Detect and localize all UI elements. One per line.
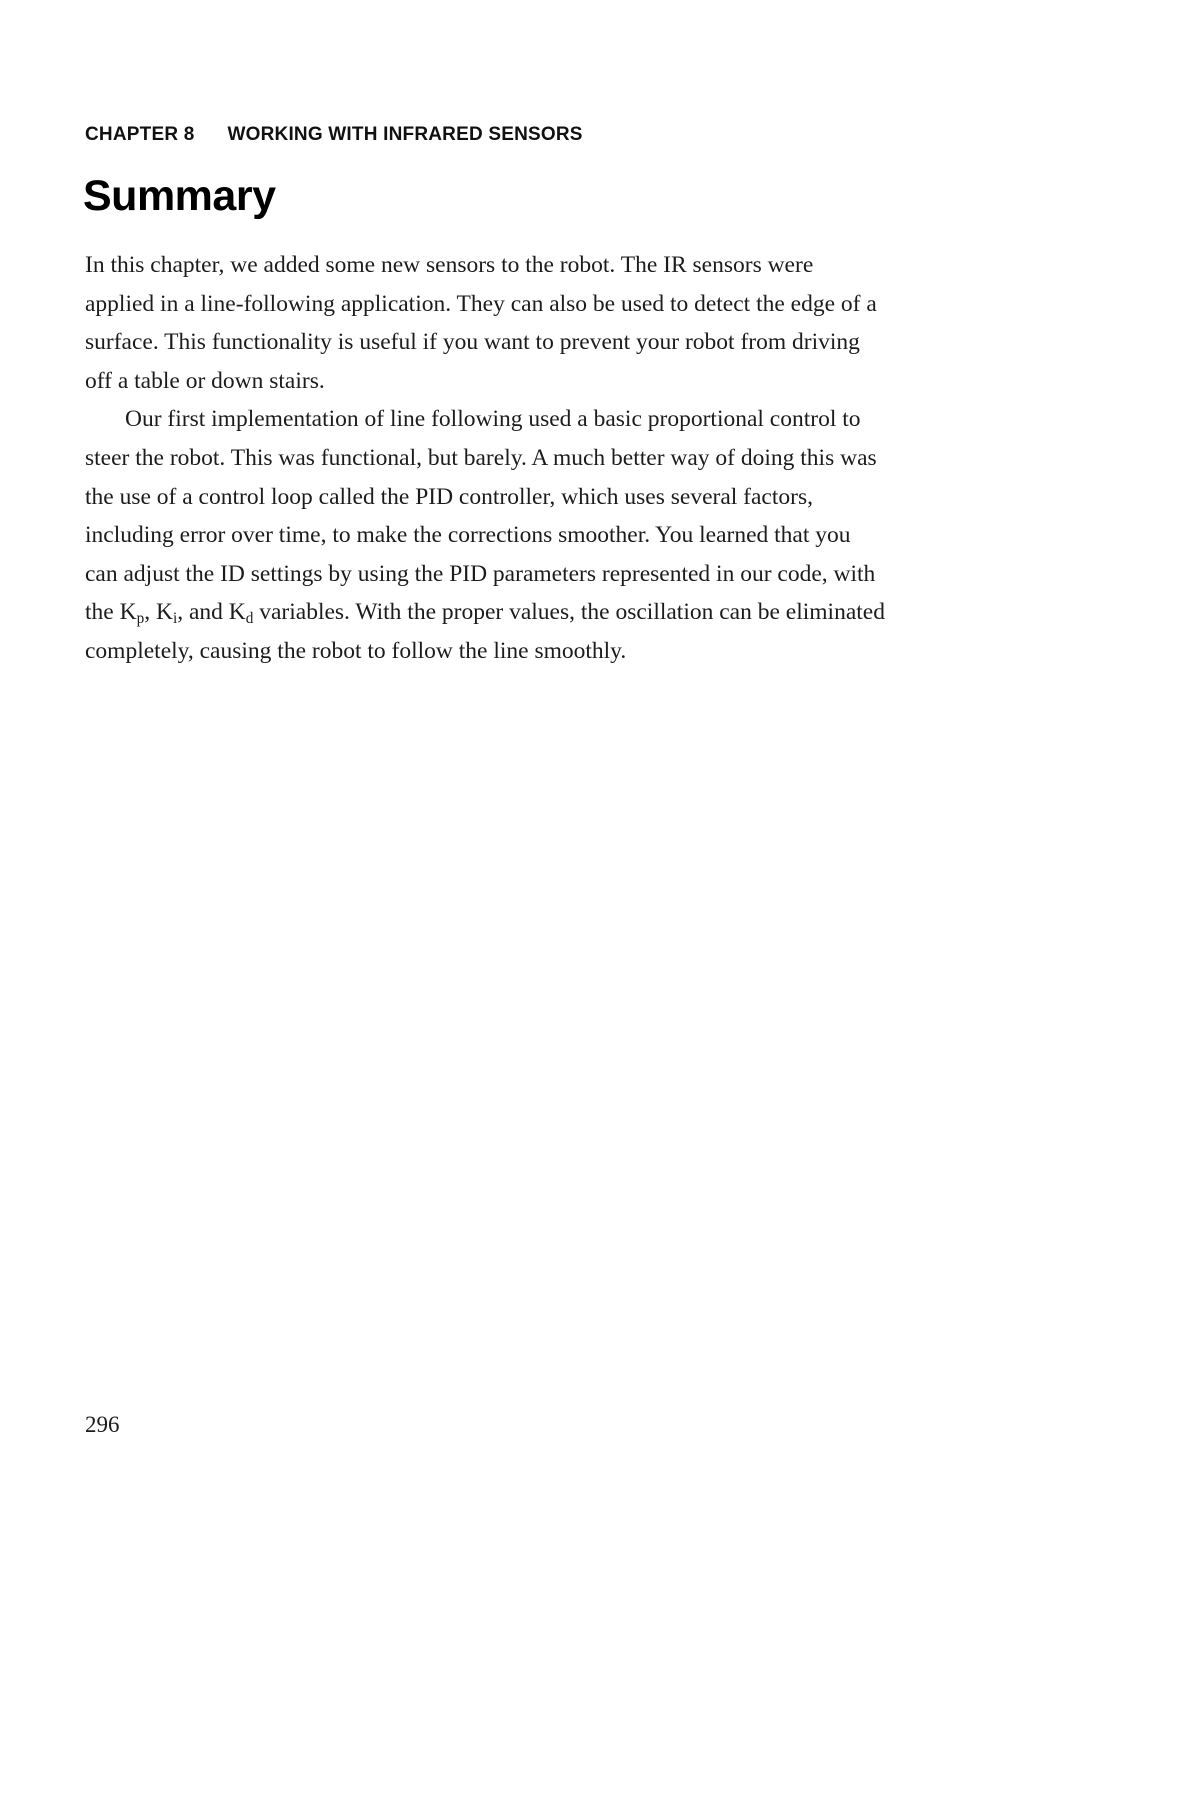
paragraph-text: , and K [177,599,246,626]
chapter-label: CHAPTER 8 [85,124,195,145]
chapter-title: WORKING WITH INFRARED SENSORS [227,124,583,145]
paragraph-text: , K [144,599,173,626]
subscript-text: d [245,610,254,628]
paragraph [85,400,885,670]
paragraph-text: Our first implementation of line following used a basic proportional control to steer the robot. This was functional, but barely. A much better way of doing this was the use of a control loop called the PID controller, which uses several factors, including error over time, to make the corrections smoother. You learned that you can adjust the ID settings by using the PID parameters represented in our code, with the K [85,406,877,626]
subscript-text: p [136,610,145,628]
subscript-text: i [172,610,178,628]
paragraph [85,246,885,400]
paragraph-text: variables. With the proper values, the oscillation can be eliminated completely, causing the robot to follow the line smoothly. [85,599,885,664]
page-number: 296 [85,1412,120,1437]
section-heading: Summary [83,172,276,220]
chapter-header [85,124,583,146]
paragraph-text: In this chapter, we added some new sensors to the robot. The IR sensors were applied in a line-following application. They can also be used to detect the edge of a surface. This functionality is useful if you want to prevent your robot from driving off a table or down stairs. [85,252,877,394]
body-text [85,246,885,671]
